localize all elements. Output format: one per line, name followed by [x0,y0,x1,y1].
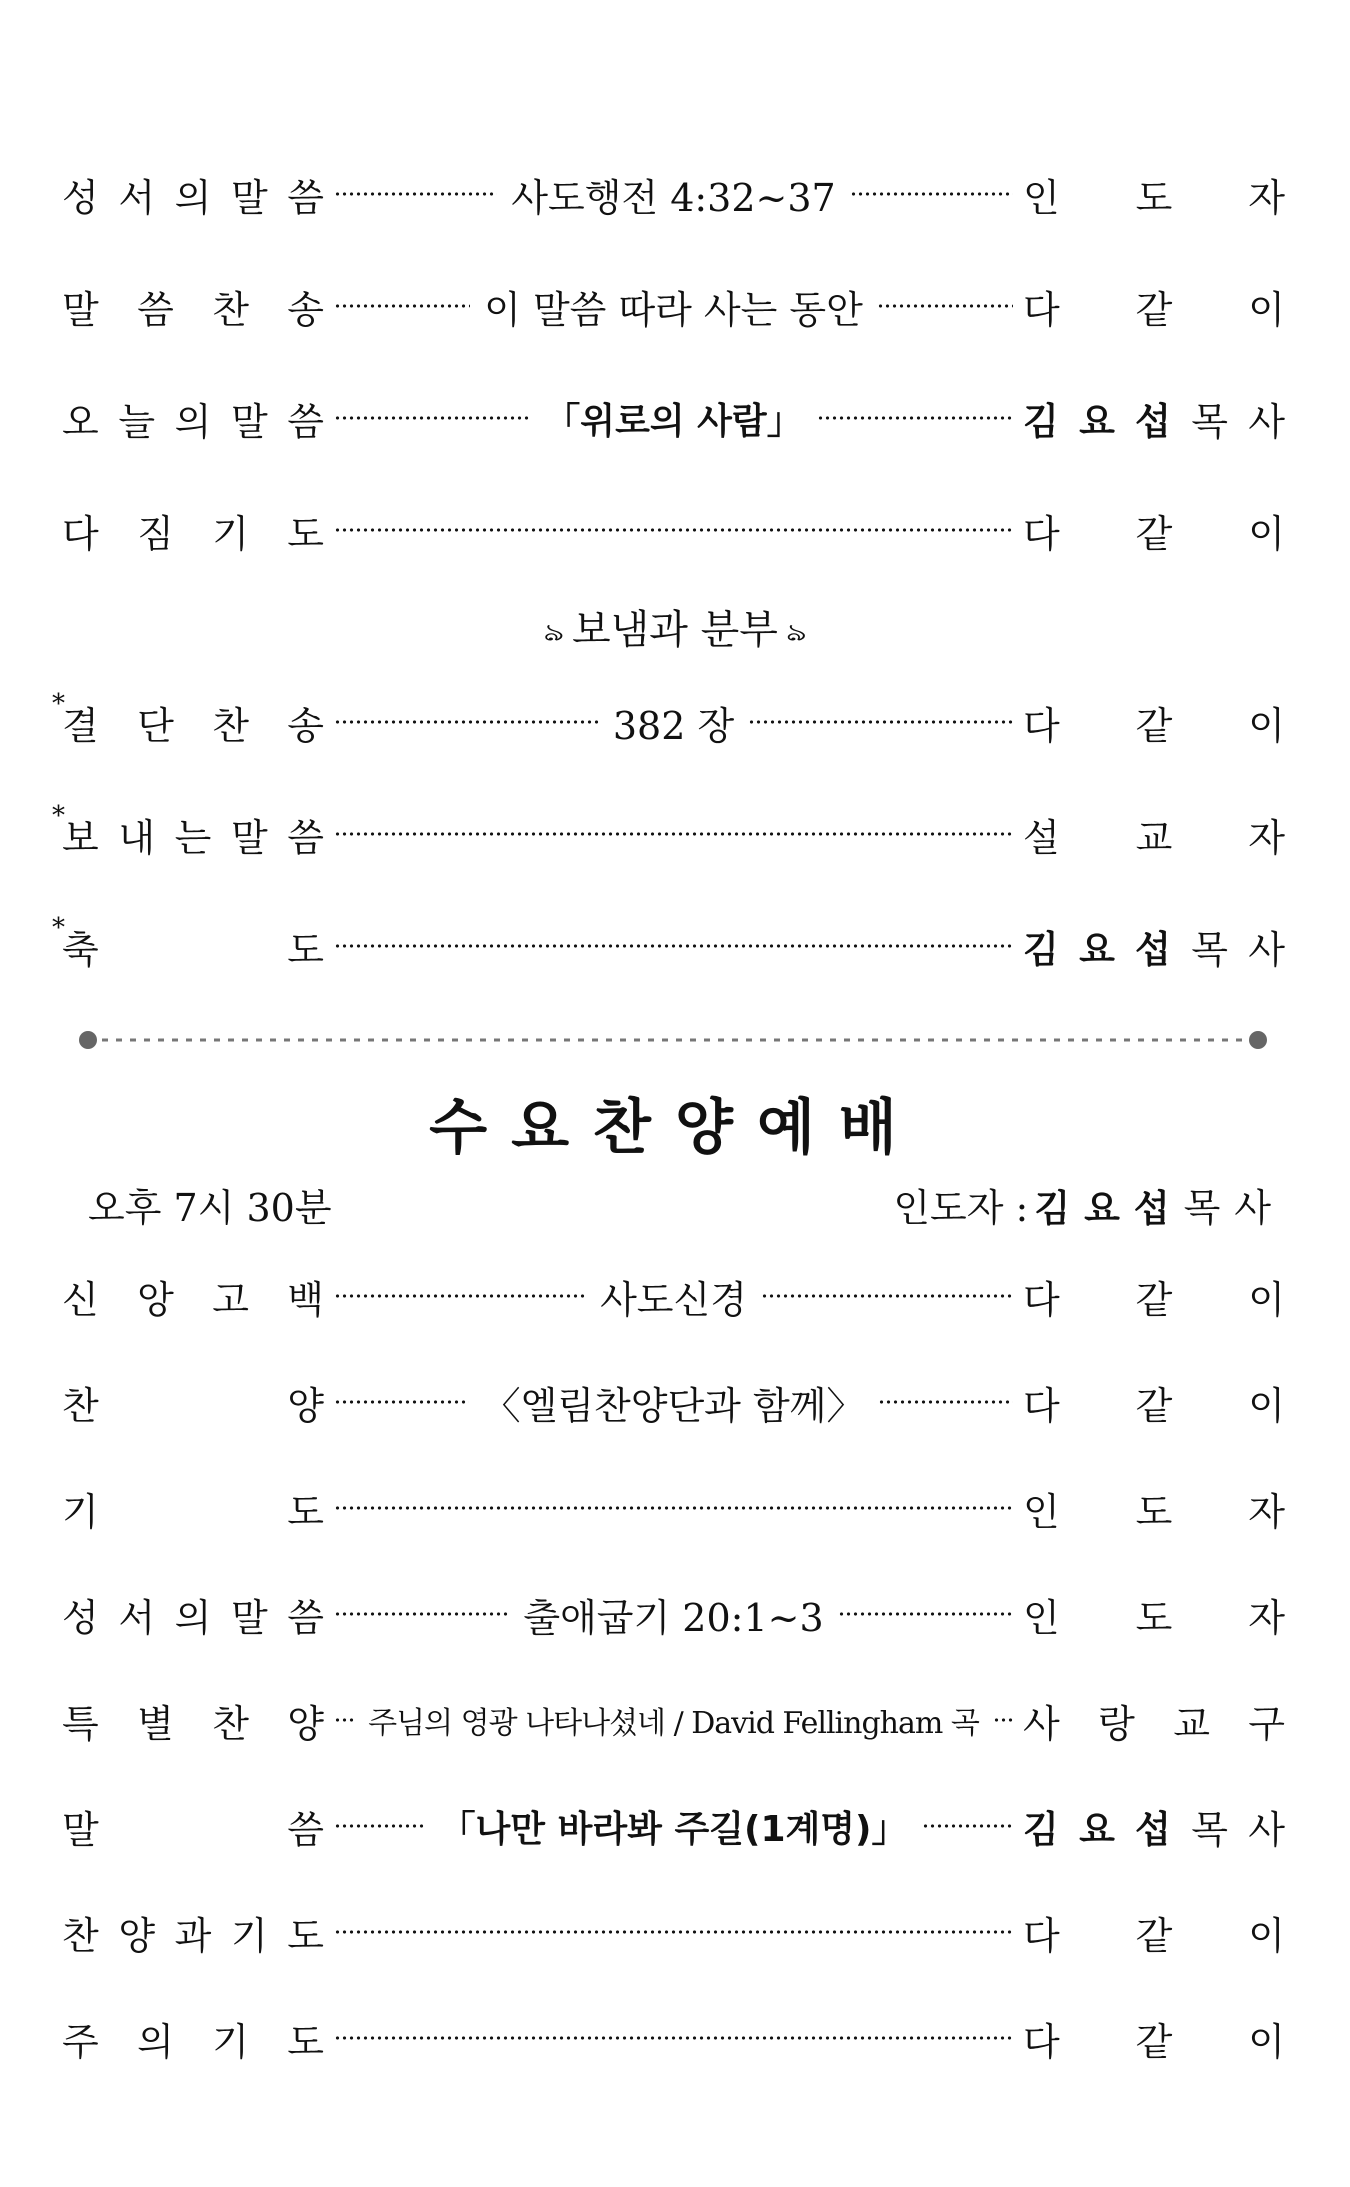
service-leader [893,1177,1285,1232]
leader-char: 목 [1191,1807,1228,1852]
order-item [62,1680,1285,1760]
label-char: 양 [287,1383,324,1428]
dot-leader [334,1505,1013,1511]
sending-heading-text: 보냄과 분부 [572,607,778,653]
order-item-leader [1023,1375,1285,1430]
dot-leader [334,415,530,421]
dot-leader [334,1929,1013,1935]
order-item-leader [1023,279,1285,334]
leader-char: 이 [1248,1277,1285,1322]
order-item [62,906,1285,986]
leader-char: 김 [1023,400,1059,443]
label-char: 백 [287,1277,324,1322]
order-item-label [62,167,324,222]
leader-char: 다 [1023,287,1060,332]
dot-leader [334,831,1013,837]
leader-char: 다 [1023,1383,1060,1428]
leader-char: 이 [1248,1383,1285,1428]
label-char: 송 [287,703,324,748]
label-char: 양 [118,1913,156,1958]
leader-char: 이 [1248,511,1285,556]
order-item [62,1468,1285,1548]
leader-char: 사 [1248,399,1286,444]
order-item-leader [1023,1799,1285,1854]
dot-leader [334,943,1013,949]
order-item-leader [1023,919,1285,974]
label-char: 찬 [62,1913,99,1958]
label-char: 찬 [212,703,249,748]
order-item-label [62,919,324,974]
dot-leader [878,1399,1013,1405]
label-char: 오 [62,399,99,444]
dot-leader [838,1611,1013,1617]
order-item-leader [1023,2011,1285,2066]
leader-title: 목사 [1183,1186,1285,1230]
label-char: 의 [174,175,212,220]
leader-char: 이 [1248,2019,1285,2064]
leader-char: 랑 [1098,1701,1135,1746]
leader-char: 다 [1023,1913,1060,1958]
order-item [62,682,1285,762]
label-char: 기 [62,1489,99,1534]
order-item-content: 〈엘림찬양단과 함께〉 [482,1383,865,1428]
label-char: 씀 [287,1807,324,1852]
label-char: 도 [287,927,324,972]
leader-char: 섭 [1135,1808,1171,1851]
dot-leader [334,303,470,309]
dot-leader [334,1611,509,1617]
leader-char: 이 [1248,703,1286,748]
leader-char: 이 [1248,1913,1285,1958]
leader-char: 구 [1248,1701,1285,1746]
label-char: 는 [174,815,212,860]
dot-leader [334,527,1013,533]
order-item [62,490,1285,570]
leader-char: 자 [1248,815,1285,860]
leader-char: 도 [1135,1595,1173,1640]
service-time: 오후 7시 30분 [88,1186,332,1230]
leader-char: 자 [1248,175,1286,220]
label-char: 기 [230,1913,268,1958]
order-item-leader [1023,807,1285,862]
order-item-content: 출애굽기 20:1~3 [523,1595,824,1640]
order-item-content: 사도신경 [600,1277,747,1322]
leader-char: 인 [1023,1595,1060,1640]
label-char: 말 [62,1807,99,1852]
label-char: 말 [230,1595,268,1640]
order-item-content: 이 말씀 따라 사는 동안 [484,287,863,332]
dot-leader [334,1717,354,1723]
sending-section-heading [0,598,1350,663]
leader-char: 같 [1135,1913,1173,1958]
section-divider [78,1030,1268,1050]
leader-char: 요 [1079,400,1115,443]
order-item-leader [1023,1269,1285,1324]
leader-char: 같 [1135,703,1173,748]
order-item [62,154,1285,234]
order-item-label [62,279,324,334]
order-item-leader [1023,1587,1285,1642]
leader-char: 자 [1248,1595,1286,1640]
label-char: 앙 [137,1277,174,1322]
label-char: 별 [137,1701,174,1746]
dot-leader [817,415,1013,421]
label-char: 내 [118,815,156,860]
leader-char: 같 [1135,1277,1173,1322]
order-item [62,1256,1285,1336]
leader-char: 사 [1023,1701,1060,1746]
ornament-left-icon: ঌ [543,618,565,647]
label-char: 말 [62,287,99,332]
label-char: * 보 [62,815,99,860]
leader-char: 요 [1079,928,1115,971]
order-item [62,1998,1285,2078]
dot-leader [748,719,1013,725]
label-char: 의 [174,1595,212,1640]
label-char: 다 [62,511,99,556]
order-item [62,1574,1285,1654]
order-item-label [62,2011,324,2066]
label-char: 과 [174,1913,212,1958]
leader-char: 교 [1135,815,1173,860]
order-item-label [62,1693,324,1748]
label-char: 말 [230,399,268,444]
leader-char: 다 [1023,2019,1060,2064]
label-char: 서 [118,1595,156,1640]
dot-leader [334,1399,469,1405]
dot-leader [761,1293,1013,1299]
leader-char: 다 [1023,511,1060,556]
leader-char: 다 [1023,703,1060,748]
dot-leader [334,191,497,197]
order-item-leader [1023,391,1285,446]
order-item-content: 주님의 영광 나타나셨네 / David Fellingham 곡 [368,1706,979,1741]
label-char: 도 [287,511,324,556]
label-char: 서 [118,175,156,220]
order-item-label [62,1799,324,1854]
dot-leader [334,1823,426,1829]
label-char: 성 [62,1595,99,1640]
order-item [62,794,1285,874]
order-item-content: 사도행전 4:32~37 [511,175,836,220]
label-char: 찬 [62,1383,99,1428]
leader-char: 설 [1023,815,1060,860]
order-item-leader [1023,1693,1285,1748]
label-char: 짐 [137,511,174,556]
leader-char: 섭 [1135,928,1171,971]
leader-char: 목 [1191,927,1228,972]
leader-char: 인 [1023,1489,1060,1534]
label-char: 도 [287,1489,324,1534]
label-char: 고 [212,1277,249,1322]
order-item [62,1892,1285,1972]
label-char: 기 [212,511,249,556]
leader-char: 섭 [1135,400,1171,443]
order-item-label [62,1269,324,1324]
label-char: 단 [137,703,174,748]
dot-leader [877,303,1013,309]
label-char: 양 [287,1701,324,1746]
order-item-label [62,1481,324,1536]
label-char: 씀 [287,399,324,444]
order-item-label [62,695,324,750]
label-char: 늘 [118,399,156,444]
label-char: 신 [62,1277,99,1322]
label-char: * 축 [62,927,99,972]
order-item-label [62,1375,324,1430]
dot-leader [850,191,1013,197]
label-char: 도 [287,2019,324,2064]
label-char: 씀 [287,175,324,220]
leader-label: 인도자 : [893,1186,1029,1230]
leader-char: 목 [1191,399,1228,444]
dot-leader [334,2035,1013,2041]
label-char: 찬 [212,1701,249,1746]
label-char: 도 [287,1913,324,1958]
leader-char: 같 [1135,2019,1173,2064]
order-item-label [62,807,324,862]
label-char: 기 [212,2019,249,2064]
order-item-content: 「위로의 사람」 [544,400,803,442]
label-char: 말 [230,815,268,860]
order-item-label [62,1587,324,1642]
dot-leader [993,1717,1013,1723]
dot-leader [334,1293,586,1299]
leader-char: 교 [1173,1701,1210,1746]
leader-char: 김 [1023,928,1059,971]
order-item-leader [1023,1481,1285,1536]
leader-char: 이 [1248,287,1286,332]
label-char: 송 [287,287,324,332]
label-char: 찬 [212,287,249,332]
order-item-label [62,1905,324,1960]
label-char: 씀 [137,287,174,332]
leader-char: 다 [1023,1277,1060,1322]
label-char: 성 [62,175,99,220]
order-item-leader [1023,503,1285,558]
order-item-label [62,503,324,558]
leader-char: 사 [1248,1807,1286,1852]
label-char: 주 [62,2019,99,2064]
order-item [62,1786,1285,1866]
leader-name: 김요섭 [1034,1186,1184,1230]
dot-leader [922,1823,1014,1829]
ornament-right-icon: ঌ [785,618,807,647]
leader-char: 같 [1135,1383,1173,1428]
wednesday-service-title: 수요찬양예배 [429,1093,921,1163]
label-char: * 결 [62,703,99,748]
label-char: 씀 [287,1595,324,1640]
order-item-label [62,391,324,446]
order-item-content: 382 장 [612,703,735,748]
leader-char: 인 [1023,175,1060,220]
leader-char: 같 [1135,511,1173,556]
leader-char: 자 [1248,1489,1285,1534]
label-char: 의 [137,2019,174,2064]
order-item-leader [1023,167,1285,222]
leader-char: 같 [1135,287,1173,332]
leader-char: 김 [1023,1808,1059,1851]
label-char: 특 [62,1701,99,1746]
dot-leader [334,719,599,725]
label-char: 의 [174,399,212,444]
order-item-leader [1023,1905,1285,1960]
leader-char: 사 [1248,927,1285,972]
leader-char: 도 [1135,1489,1173,1534]
leader-char: 요 [1079,1808,1115,1851]
order-item-content: 「나만 바라봐 주길(1계명)」 [439,1808,908,1850]
order-item-leader [1023,695,1285,750]
order-item [62,266,1285,346]
order-item [62,378,1285,458]
leader-char: 도 [1135,175,1173,220]
order-item [62,1362,1285,1442]
label-char: 씀 [287,815,324,860]
label-char: 말 [230,175,268,220]
